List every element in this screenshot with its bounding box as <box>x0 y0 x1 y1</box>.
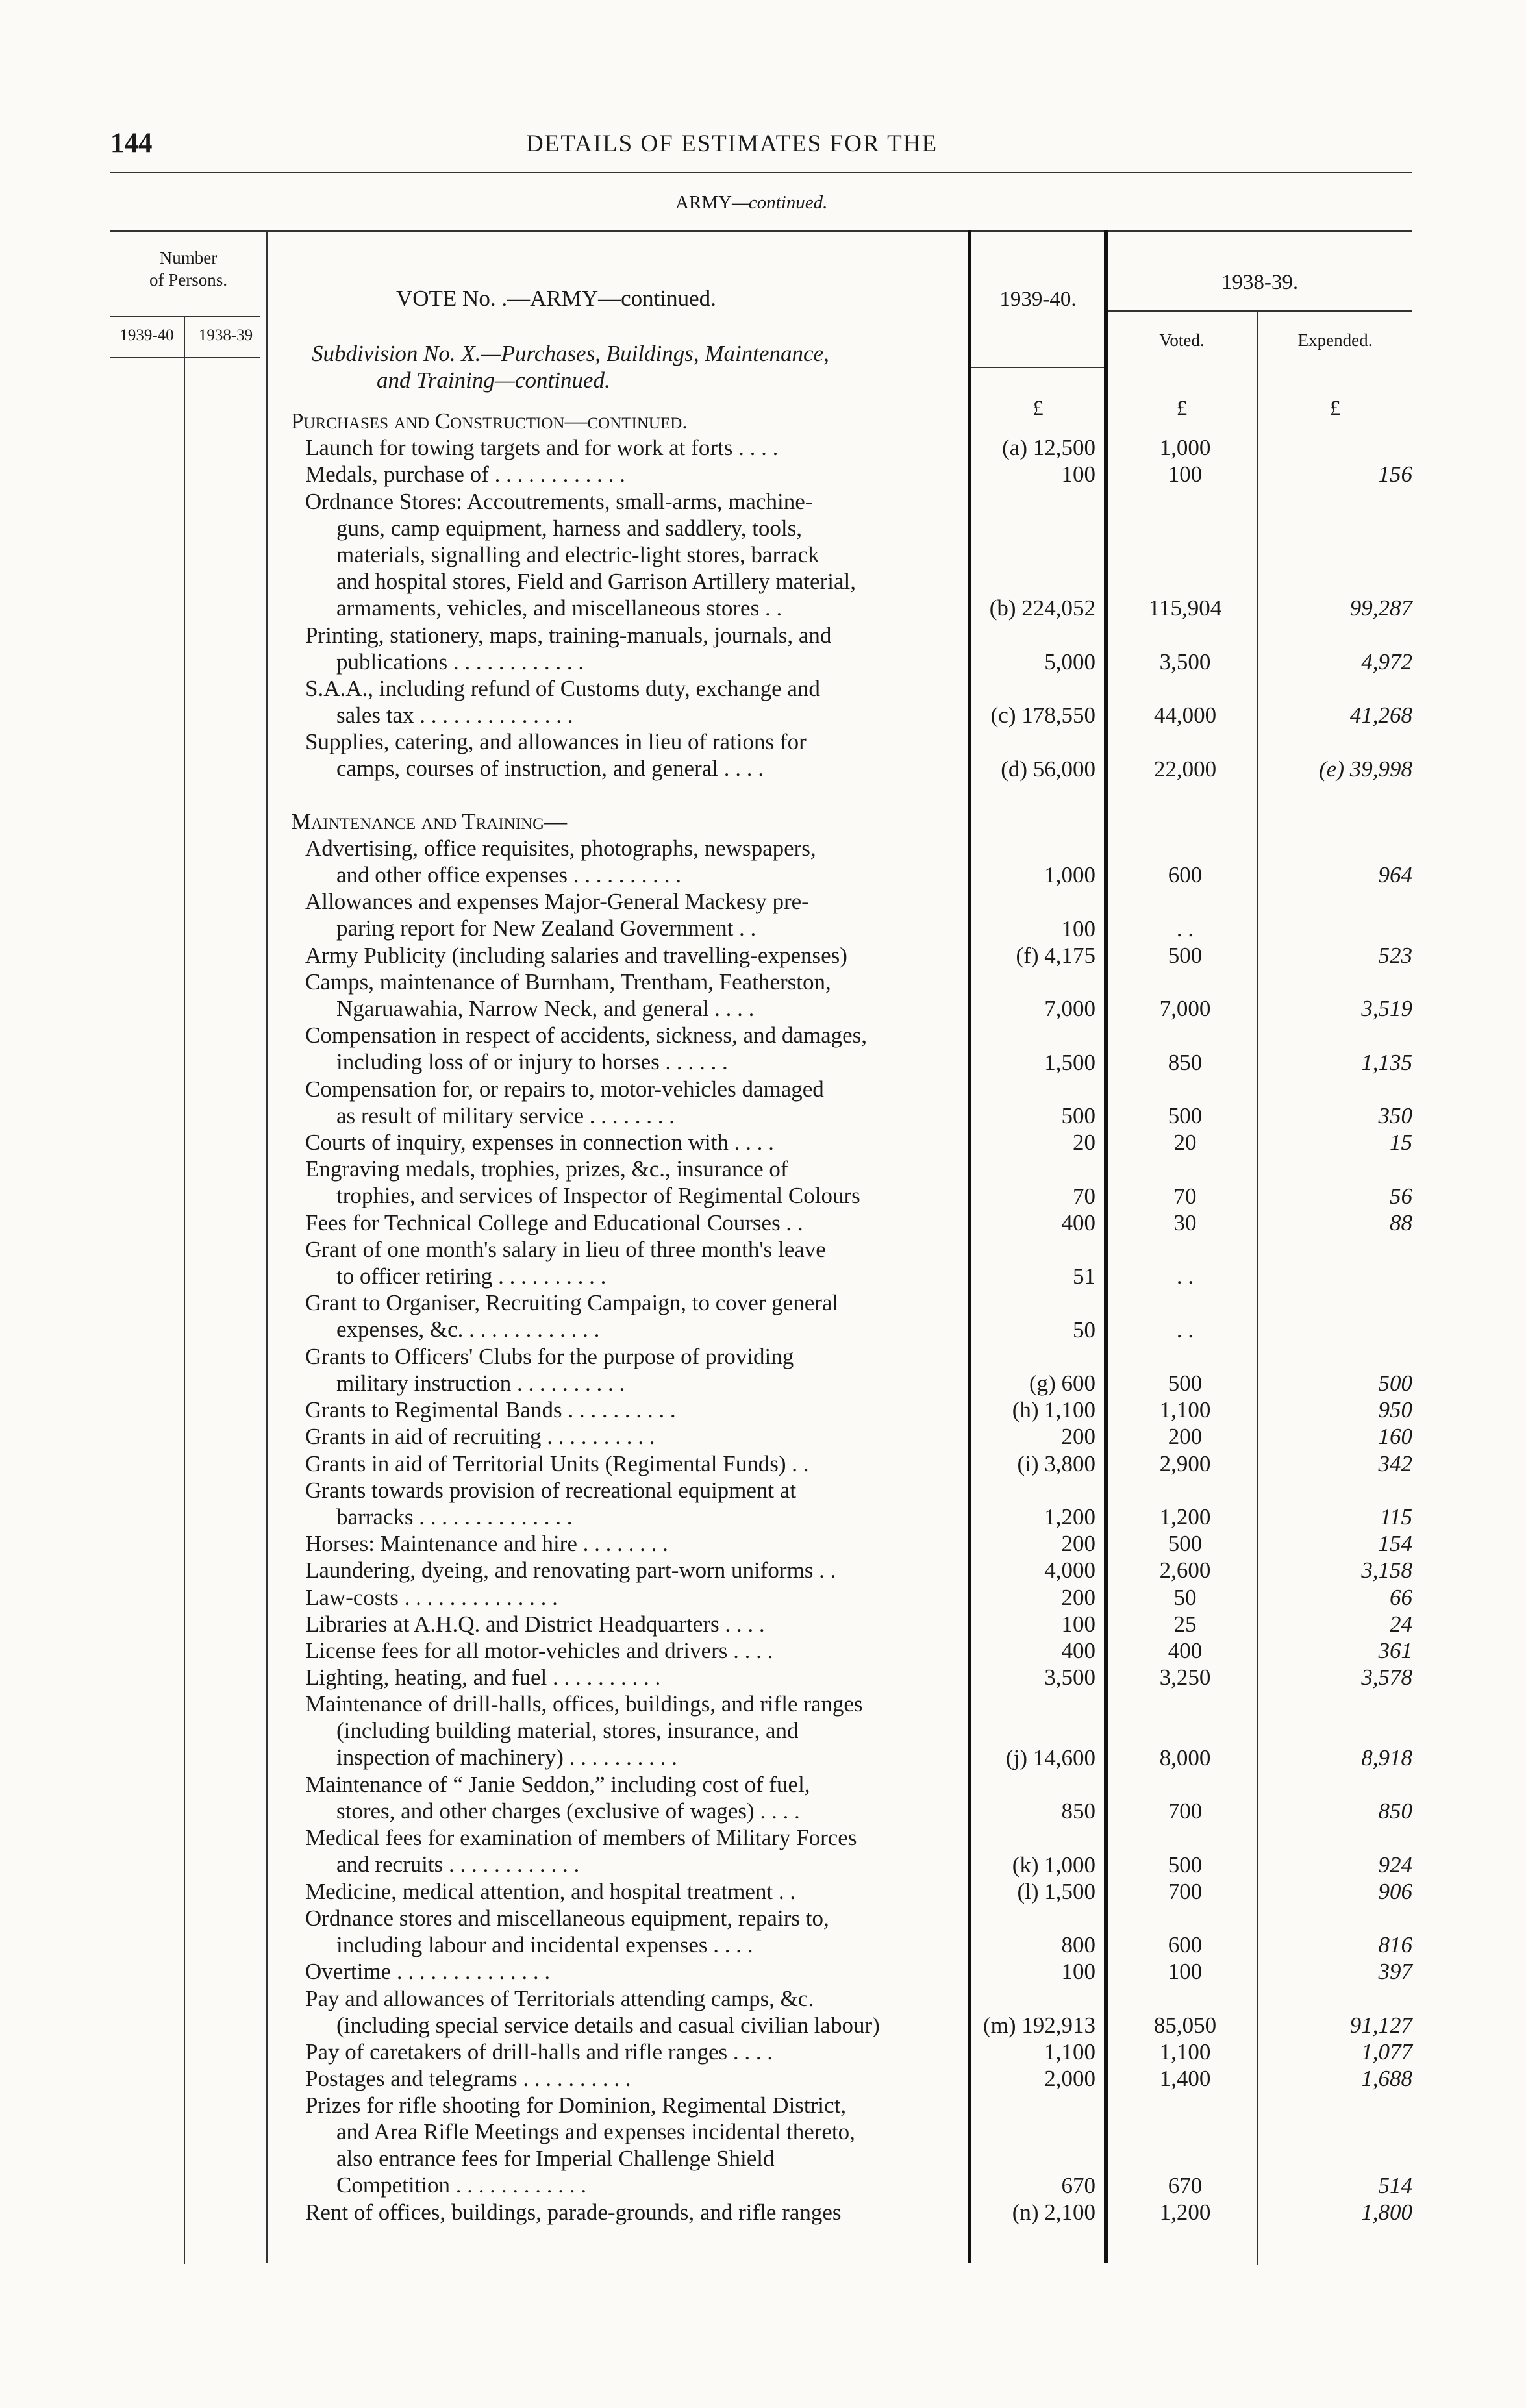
row-description-line: Grants in aid of Territorial Units (Regimental Funds) . . <box>305 1450 809 1476</box>
voted-cell: 700 <box>1168 1798 1203 1824</box>
estimate-cell: 400 <box>1061 1210 1095 1235</box>
table-row <box>305 888 955 941</box>
expended-cell: 4,972 <box>1361 649 1412 675</box>
voted-cell: 2,600 <box>1159 1558 1211 1583</box>
row-description-line: Ordnance Stores: Accoutrements, small-arms, machine- <box>305 488 813 514</box>
table-row <box>305 1584 955 1611</box>
estimate-cell: (j) 14,600 <box>1005 1744 1095 1770</box>
row-description-line: Maintenance of drill-halls, offices, buildings, and rifle ranges <box>305 1691 863 1717</box>
voted-cell: 44,000 <box>1153 702 1217 728</box>
estimate-cell: 670 <box>1061 2173 1095 2198</box>
table-row <box>305 1530 955 1557</box>
expended-cell: 924 <box>1378 1852 1412 1878</box>
table-row <box>305 1289 955 1343</box>
expended-cell: 91,127 <box>1349 2012 1412 2038</box>
row-description-line: including labour and incidental expenses . . . . <box>336 1932 753 1957</box>
row-description-line: Grant to Organiser, Recruiting Campaign, to cover general <box>305 1290 839 1316</box>
voted-cell: 400 <box>1168 1638 1203 1663</box>
voted-cell: 1,400 <box>1159 2066 1211 2092</box>
voted-cell: 600 <box>1168 1932 1203 1958</box>
row-description-line: Advertising, office requisites, photographs, newspapers, <box>305 836 816 861</box>
table-row <box>305 1129 955 1156</box>
estimate-cell: 7,000 <box>1044 996 1095 1022</box>
estimate-cell: 800 <box>1061 1932 1095 1958</box>
voted-cell: 115,904 <box>1148 595 1222 621</box>
estimate-cell: (f) 4,175 <box>1016 942 1095 968</box>
voted-cell: 1,100 <box>1159 1397 1211 1423</box>
row-description-line: Libraries at A.H.Q. and District Headquarters . . . . <box>305 1611 765 1637</box>
voted-cell: . . <box>1176 1317 1194 1343</box>
row-description-line: Grants in aid of recruiting . . . . . . . . . . <box>305 1424 655 1450</box>
row-description-line: and Area Rifle Meetings and expenses incidental thereto, <box>336 2119 855 2145</box>
row-description-line: Grants to Regimental Bands . . . . . . . . . . <box>305 1397 676 1423</box>
expended-cell: 850 <box>1378 1798 1412 1824</box>
row-description-line: License fees for all motor-vehicles and drivers . . . . <box>305 1638 773 1663</box>
table-row <box>305 622 955 675</box>
table-row <box>305 2065 955 2092</box>
table-row <box>305 1664 955 1691</box>
row-description-line: Overtime . . . . . . . . . . . . . . <box>305 1959 551 1985</box>
voted-cell: 600 <box>1168 862 1203 888</box>
voted-cell: 85,050 <box>1153 2012 1217 2038</box>
row-description-line: Ngaruawahia, Narrow Neck, and general . . . . <box>336 996 755 1021</box>
estimate-cell: (h) 1,100 <box>1012 1397 1095 1423</box>
row-description-line: Army Publicity (including salaries and travelling-expenses) <box>305 942 847 968</box>
row-description-line: Pay and allowances of Territorials attending camps, &c. <box>305 1985 814 2011</box>
table-row <box>305 461 955 488</box>
row-description-line: to officer retiring . . . . . . . . . . <box>336 1263 607 1289</box>
table-row <box>305 675 955 728</box>
voted-cell: 30 <box>1173 1210 1197 1235</box>
estimate-cell: 3,500 <box>1044 1665 1095 1691</box>
row-description-line: Medicine, medical attention, and hospital treatment . . <box>305 1878 796 1904</box>
row-description-line: Medical fees for examination of members of Military Forces <box>305 1825 857 1851</box>
voted-cell: 500 <box>1168 1103 1203 1128</box>
row-description-line: Printing, stationery, maps, training-manuals, journals, and <box>305 622 832 648</box>
voted-cell: 1,100 <box>1159 2039 1211 2065</box>
estimate-cell: (a) 12,500 <box>1002 435 1095 461</box>
expended-cell: 3,578 <box>1361 1665 1412 1691</box>
column-voted: Voted. <box>1159 330 1205 350</box>
row-description-line: Courts of inquiry, expenses in connection with . . . . <box>305 1130 774 1156</box>
voted-cell: 70 <box>1173 1183 1197 1209</box>
estimate-cell: (k) 1,000 <box>1012 1852 1095 1878</box>
row-description-line: military instruction . . . . . . . . . . <box>336 1370 625 1396</box>
voted-cell: 700 <box>1168 1878 1203 1904</box>
table-row <box>305 2199 955 2226</box>
expended-cell: 906 <box>1378 1878 1412 1904</box>
estimate-cell: 2,000 <box>1044 2066 1095 2092</box>
expended-cell: 514 <box>1378 2173 1412 2198</box>
row-description-line: trophies, and services of Inspector of Regimental Colours <box>336 1183 860 1209</box>
expended-cell: 66 <box>1390 1584 1412 1610</box>
row-description-line: barracks . . . . . . . . . . . . . . <box>336 1504 573 1530</box>
row-description-line: Rent of offices, buildings, parade-grounds, and rifle ranges <box>305 2200 842 2226</box>
voted-cell: 22,000 <box>1153 756 1217 782</box>
estimate-cell: (c) 178,550 <box>990 702 1095 728</box>
row-description-line: Prizes for rifle shooting for Dominion, Regimental District, <box>305 2092 847 2118</box>
expended-cell: 3,519 <box>1361 996 1412 1022</box>
table-row <box>305 1637 955 1664</box>
estimate-cell: 4,000 <box>1044 1558 1095 1583</box>
row-description-line: expenses, &c. . . . . . . . . . . . . <box>336 1317 600 1343</box>
expended-cell: 950 <box>1378 1397 1412 1423</box>
expended-cell: 56 <box>1390 1183 1412 1209</box>
estimate-cell: 100 <box>1061 1611 1095 1637</box>
expended-cell: 115 <box>1380 1504 1412 1530</box>
row-description-line: as result of military service . . . . . . . . <box>336 1102 675 1128</box>
voted-cell: . . <box>1176 1263 1194 1289</box>
row-description-line: Medals, purchase of . . . . . . . . . . . . <box>305 462 625 488</box>
expended-cell: 99,287 <box>1349 595 1412 621</box>
voted-cell: 500 <box>1168 1852 1203 1878</box>
estimate-cell: (m) 192,913 <box>982 2012 1095 2038</box>
estimate-cell: 850 <box>1061 1798 1095 1824</box>
voted-cell: 1,200 <box>1159 1504 1211 1530</box>
row-description-line: Supplies, catering, and allowances in lieu of rations for <box>305 729 807 755</box>
row-description-line: Competition . . . . . . . . . . . . <box>336 2172 586 2198</box>
voted-cell: 20 <box>1173 1130 1197 1156</box>
row-description-line: materials, signalling and electric-light stores, barrack <box>336 541 819 567</box>
table-row <box>305 1611 955 1637</box>
estimate-cell: 1,100 <box>1044 2039 1095 2065</box>
row-description-line: paring report for New Zealand Government . . <box>336 915 757 941</box>
row-description-line: publications . . . . . . . . . . . . <box>336 649 584 675</box>
expended-cell: 816 <box>1378 1932 1412 1958</box>
currency-estimate: £ <box>1032 397 1044 420</box>
estimate-cell: (i) 3,800 <box>1017 1450 1095 1476</box>
table-row <box>305 1022 955 1075</box>
table-row <box>305 1878 955 1905</box>
voted-cell: . . <box>1176 915 1194 941</box>
voted-cell: 50 <box>1173 1584 1197 1610</box>
voted-cell: 2,900 <box>1159 1450 1211 1476</box>
table-row <box>305 1958 955 1985</box>
voted-cell: 100 <box>1168 462 1203 488</box>
estimate-cell: 200 <box>1061 1584 1095 1610</box>
row-description-line: Pay of caretakers of drill-halls and rifle ranges . . . . <box>305 2039 773 2065</box>
expended-cell: 500 <box>1378 1371 1412 1396</box>
expended-cell: 361 <box>1378 1638 1412 1663</box>
table-row <box>305 488 955 621</box>
table-row <box>305 1905 955 1958</box>
table-row <box>305 1450 955 1477</box>
estimate-cell: 50 <box>1073 1317 1095 1343</box>
estimate-cell: (d) 56,000 <box>1001 756 1095 782</box>
persons-header: Number of Persons. <box>149 248 227 290</box>
table-row <box>305 969 955 1022</box>
currency-expended: £ <box>1329 397 1341 420</box>
voted-cell: 500 <box>1168 1531 1203 1557</box>
running-title: DETAILS OF ESTIMATES FOR THE <box>526 130 938 157</box>
expended-cell: 156 <box>1378 462 1412 488</box>
voted-cell: 500 <box>1168 942 1203 968</box>
expended-cell: 523 <box>1378 942 1412 968</box>
table-row <box>305 1210 955 1236</box>
estimate-cell: 400 <box>1061 1638 1095 1663</box>
expended-cell: 8,918 <box>1361 1744 1412 1770</box>
expended-cell: 41,268 <box>1349 702 1412 728</box>
estimate-cell: 1,500 <box>1044 1049 1095 1075</box>
voted-cell: 500 <box>1168 1371 1203 1396</box>
row-description-line: Compensation in respect of accidents, sickness, and damages, <box>305 1023 868 1049</box>
expended-cell: 3,158 <box>1361 1558 1412 1583</box>
voted-cell: 670 <box>1168 2173 1203 2198</box>
expended-cell: 160 <box>1378 1424 1412 1450</box>
subdivision-line-2: and Training—continued. <box>377 367 610 393</box>
table-row <box>305 728 955 782</box>
voted-cell: 8,000 <box>1159 1744 1211 1770</box>
estimate-cell: 1,000 <box>1044 862 1095 888</box>
expended-cell: 24 <box>1390 1611 1412 1637</box>
table-row <box>305 2092 955 2198</box>
estimate-cell: 500 <box>1061 1103 1095 1128</box>
table-row <box>305 1691 955 1770</box>
table-row <box>305 1343 955 1396</box>
row-description-line: Lighting, heating, and fuel . . . . . . . . . . <box>305 1665 661 1691</box>
table-row <box>305 1076 955 1129</box>
row-description-line: and recruits . . . . . . . . . . . . <box>336 1852 580 1878</box>
voted-cell: 1,000 <box>1159 435 1211 461</box>
estimate-cell: 100 <box>1061 462 1095 488</box>
column-expended: Expended. <box>1297 330 1373 350</box>
row-description-line: Grant of one month's salary in lieu of three month's leave <box>305 1237 826 1262</box>
row-description-line: Launch for towing targets and for work at forts . . . . <box>305 435 779 461</box>
estimate-cell: 100 <box>1061 1959 1095 1985</box>
persons-year-1939-40: 1939-40 <box>119 327 174 344</box>
row-description-line: Allowances and expenses Major-General Mackesy pre- <box>305 889 809 915</box>
voted-cell: 1,200 <box>1159 2200 1211 2226</box>
estimate-cell: (g) 600 <box>1029 1371 1095 1396</box>
section-title <box>675 192 827 214</box>
expended-cell: 88 <box>1390 1210 1412 1235</box>
table-row <box>305 1396 955 1423</box>
estimate-cell: (b) 224,052 <box>989 595 1095 621</box>
voted-cell: 25 <box>1173 1611 1197 1637</box>
section-heading: Maintenance and Training— <box>291 808 568 834</box>
persons-year-1938-39: 1938-39 <box>198 327 253 344</box>
row-description-line: S.A.A., including refund of Customs duty, exchange and <box>305 676 820 701</box>
row-description-line: Maintenance of “ Janie Seddon,” including cost of fuel, <box>305 1772 810 1797</box>
estimate-cell: 100 <box>1061 915 1095 941</box>
row-description-line: and other office expenses . . . . . . . . . . <box>336 862 682 887</box>
row-description-line: Laundering, dyeing, and renovating part-worn uniforms . . <box>305 1558 836 1583</box>
section-suffix: —continued. <box>732 192 828 213</box>
voted-cell: 3,250 <box>1159 1665 1211 1691</box>
table-row <box>305 1985 955 2039</box>
estimate-cell: 51 <box>1073 1263 1095 1289</box>
row-description-line: inspection of machinery) . . . . . . . . . . <box>336 1744 677 1770</box>
currency-voted: £ <box>1176 397 1188 420</box>
row-description-line: Camps, maintenance of Burnham, Trentham, Featherston, <box>305 969 831 995</box>
estimate-cell: 70 <box>1073 1183 1095 1209</box>
column-1939-40: 1939-40. <box>999 288 1077 311</box>
estimate-cell: 5,000 <box>1044 649 1095 675</box>
voted-cell: 100 <box>1168 1959 1203 1985</box>
voted-cell: 3,500 <box>1159 649 1211 675</box>
estimate-cell: 200 <box>1061 1531 1095 1557</box>
table-row <box>305 942 955 969</box>
column-1938-39: 1938-39. <box>1221 271 1299 294</box>
expended-cell: 1,800 <box>1361 2200 1412 2226</box>
row-description-line: Compensation for, or repairs to, motor-vehicles damaged <box>305 1076 824 1102</box>
row-description-line: Fees for Technical College and Educational Courses . . <box>305 1210 803 1235</box>
row-description-line: Grants towards provision of recreational equipment at <box>305 1477 797 1503</box>
row-description-line: (including building material, stores, insurance, and <box>336 1718 799 1744</box>
estimate-cell: 200 <box>1061 1424 1095 1450</box>
table-row <box>305 1771 955 1824</box>
table-row <box>305 835 955 888</box>
row-description-line: Ordnance stores and miscellaneous equipment, repairs to, <box>305 1905 829 1931</box>
expended-cell: 1,135 <box>1361 1049 1412 1075</box>
row-description-line: also entrance fees for Imperial Challenge Shield <box>336 2146 775 2172</box>
table-row <box>305 1824 955 1878</box>
row-description-line: Law-costs . . . . . . . . . . . . . . <box>305 1584 558 1610</box>
estimate-cell: (l) 1,500 <box>1017 1878 1095 1904</box>
section-name: ARMY <box>675 192 732 213</box>
vote-title: VOTE No. .—ARMY—continued. <box>396 286 716 311</box>
table-row <box>305 2039 955 2065</box>
row-description-line: armaments, vehicles, and miscellaneous stores . . <box>336 595 782 621</box>
expended-cell: 1,688 <box>1361 2066 1412 2092</box>
expended-cell: (e) 39,998 <box>1319 756 1412 782</box>
expended-cell: 1,077 <box>1361 2039 1412 2065</box>
expended-cell: 350 <box>1378 1103 1412 1128</box>
expended-cell: 342 <box>1378 1450 1412 1476</box>
table-row <box>305 1557 955 1583</box>
row-description-line: Postages and telegrams . . . . . . . . . . <box>305 2066 631 2092</box>
expended-cell: 964 <box>1378 862 1412 888</box>
table-row <box>305 1477 955 1530</box>
voted-cell: 200 <box>1168 1424 1203 1450</box>
row-description-line: guns, camp equipment, harness and saddlery, tools, <box>336 515 803 541</box>
row-description-line: Grants to Officers' Clubs for the purpose of providing <box>305 1343 794 1369</box>
table-row <box>305 1423 955 1450</box>
row-description-line: and hospital stores, Field and Garrison Artillery material, <box>336 568 856 594</box>
row-description-line: including loss of or injury to horses . . . . . . <box>336 1049 728 1075</box>
row-description-line: Engraving medals, trophies, prizes, &c., insurance of <box>305 1156 788 1182</box>
voted-cell: 850 <box>1168 1049 1203 1075</box>
page-number: 144 <box>110 128 153 158</box>
estimate-cell: 1,200 <box>1044 1504 1095 1530</box>
expended-cell: 397 <box>1378 1959 1412 1985</box>
table-row <box>305 1156 955 1209</box>
table-row <box>305 434 955 461</box>
estimate-cell: (n) 2,100 <box>1012 2200 1095 2226</box>
row-description-line: sales tax . . . . . . . . . . . . . . <box>336 702 573 728</box>
row-description-line: Horses: Maintenance and hire . . . . . . . . <box>305 1531 668 1557</box>
expended-cell: 154 <box>1378 1531 1412 1557</box>
voted-cell: 7,000 <box>1159 996 1211 1022</box>
row-description-line: (including special service details and casual civilian labour) <box>336 2012 880 2038</box>
table-row <box>305 1236 955 1289</box>
row-description-line: stores, and other charges (exclusive of wages) . . . . <box>336 1798 800 1824</box>
section-heading: Purchases and Construction—continued. <box>291 408 688 434</box>
estimate-cell: 20 <box>1073 1130 1095 1156</box>
row-description-line: camps, courses of instruction, and general . . . . <box>336 756 764 782</box>
expended-cell: 15 <box>1390 1130 1412 1156</box>
subdivision-line-1: Subdivision No. X.—Purchases, Buildings, Maintenance, <box>312 341 829 366</box>
